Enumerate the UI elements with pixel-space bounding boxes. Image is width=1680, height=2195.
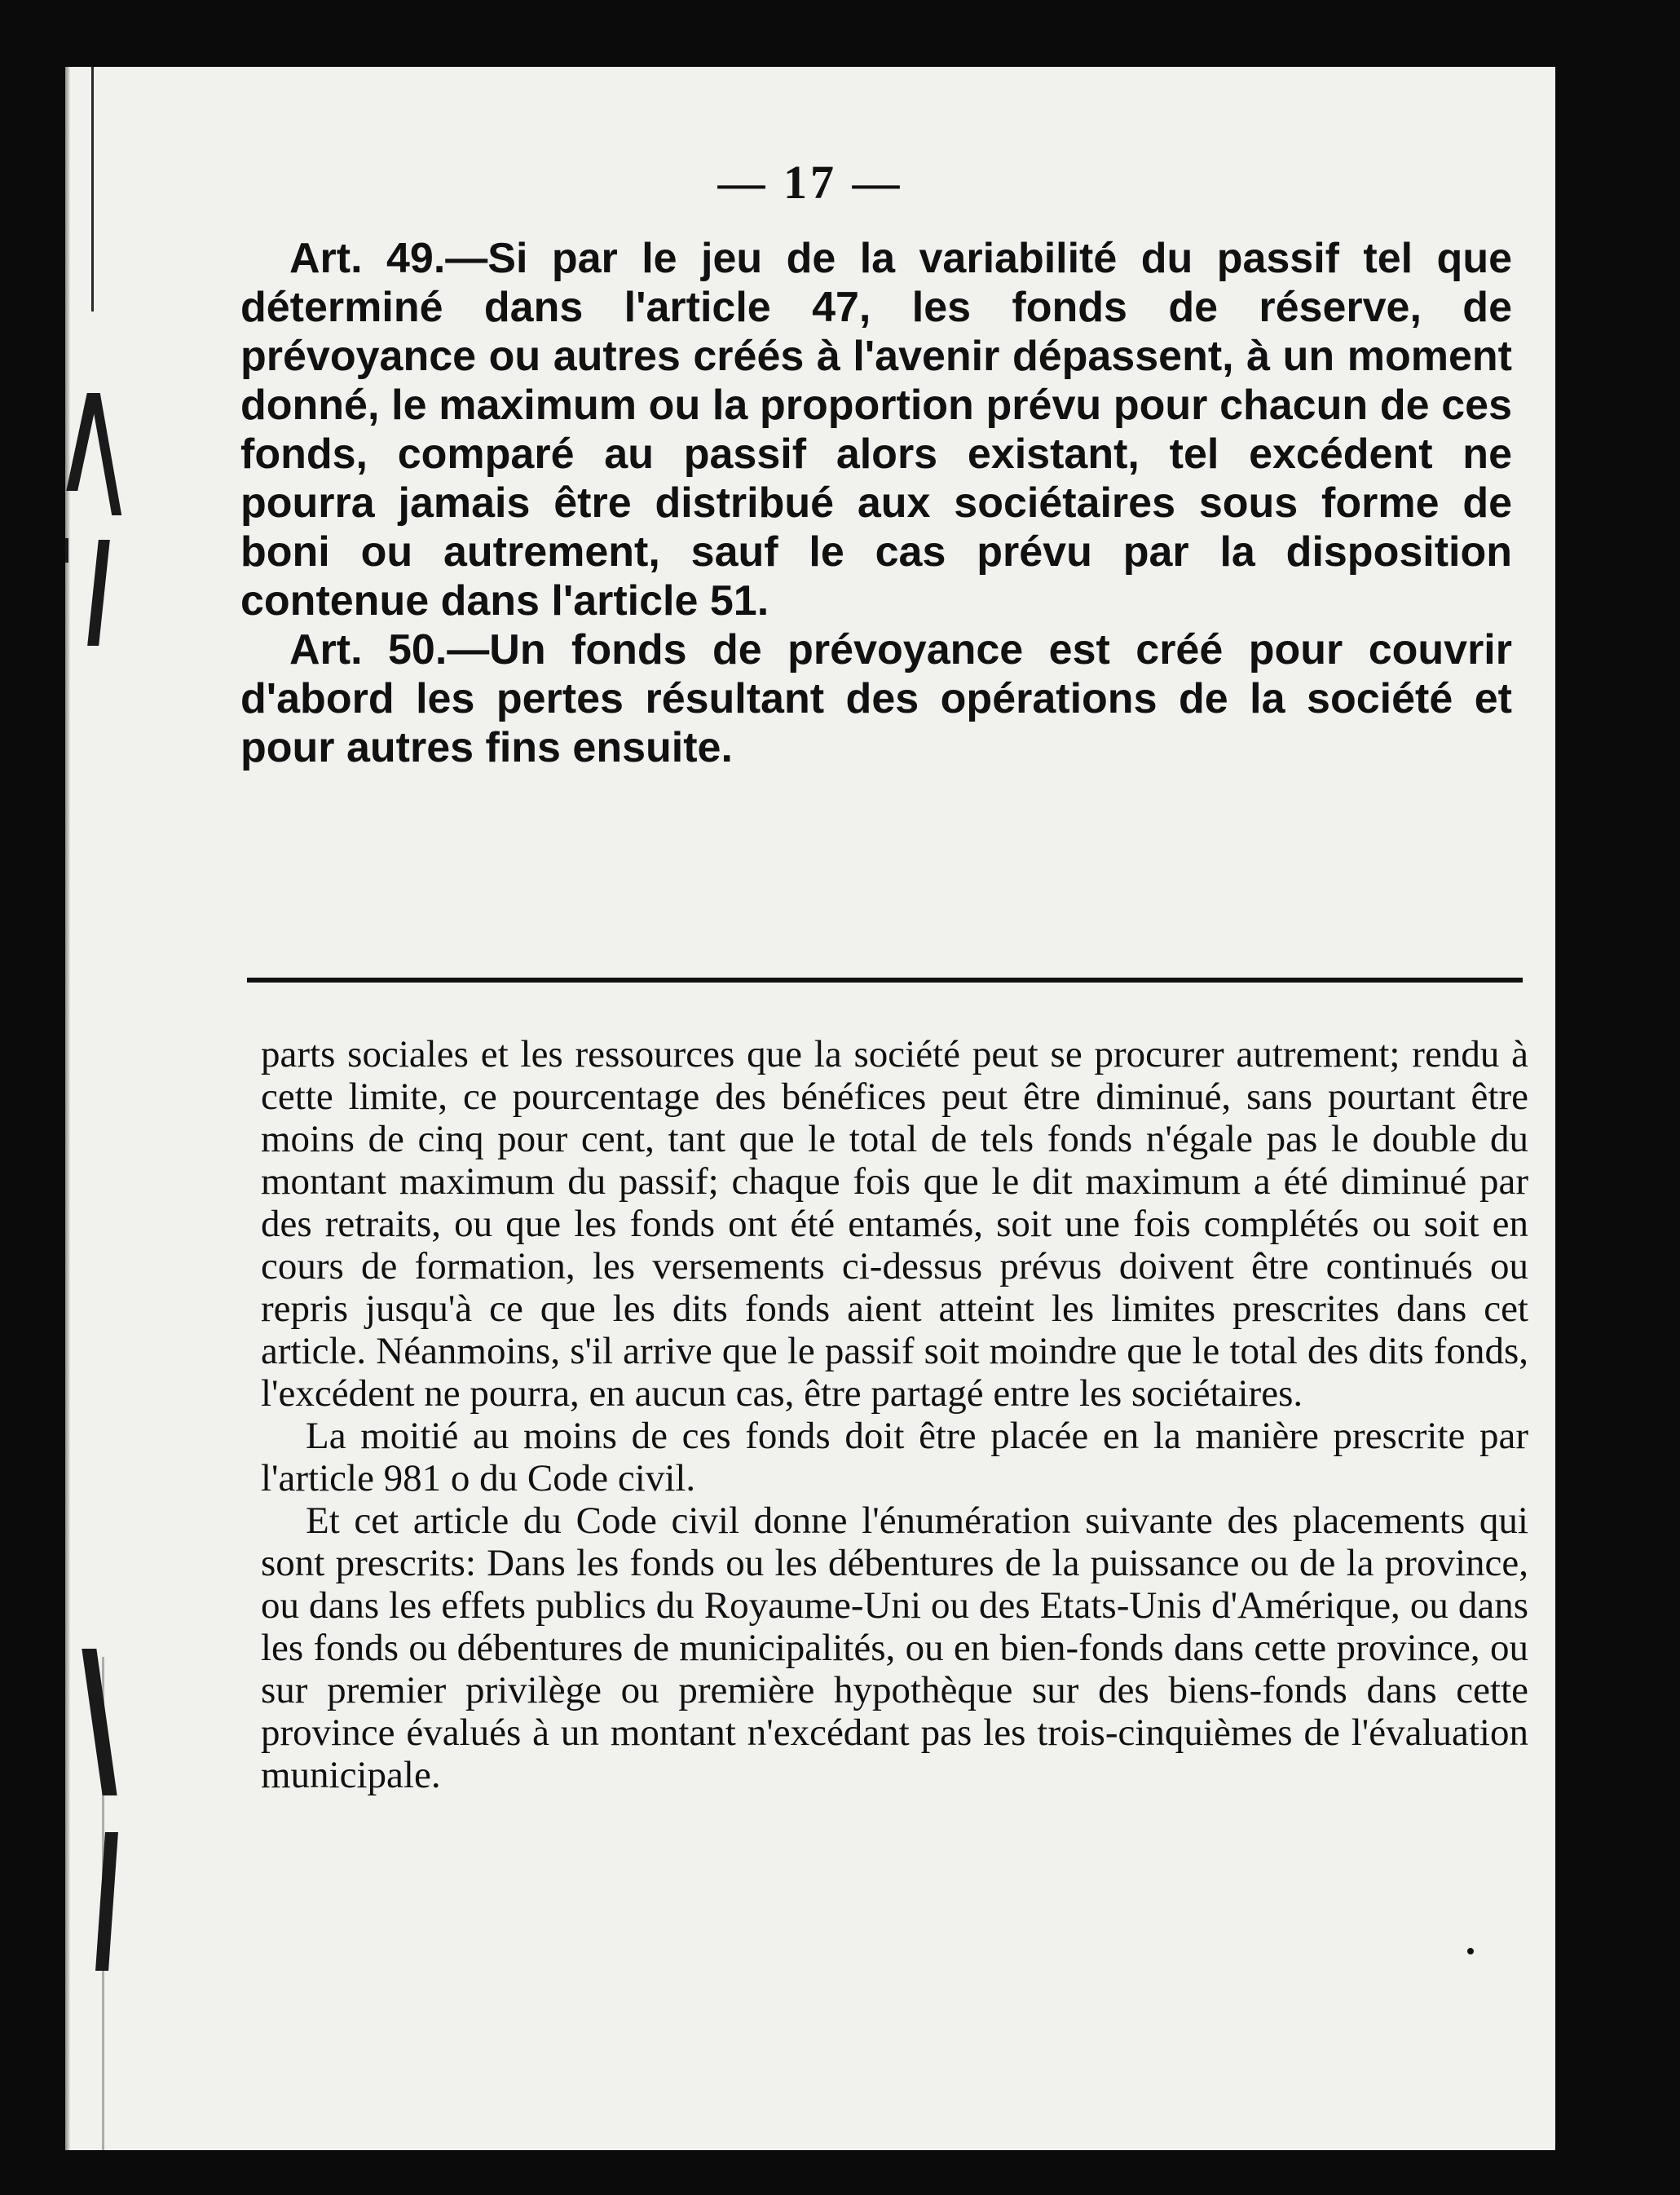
page-number: — 17 — [717, 156, 903, 209]
binding-stitch-mark [65, 538, 68, 563]
articles-section [240, 234, 1512, 772]
binding-stitch-mark [95, 1832, 118, 1971]
footnote-paragraph: parts sociales et les ressources que la société peut se procurer autrement; rendu à cette limite, ce pourcentage des bénéfices peut être diminué, sans pourtant être moins de cinq pour cent, tant que le total de tels fonds n'égale pas le double du montant maximum du passif; chaque fois que le dit maximum a été diminué par des retraits, ou que les fonds ont été entamés, soit une fois complétés ou soit en cours de formation, les versements ci-dessus prévus doivent être continués ou repris jusqu'à ce que les dits fonds aient atteint les limites prescrites dans cet article. Néanmoins, s'il arrive que le passif soit moindre que le total des dits fonds, l'excédent ne pourra, en aucun cas, être partagé entre les sociétaires. [261, 1033, 1528, 1415]
footnote-paragraph: La moitié au moins de ces fonds doit être placée en la manière prescrite par l'article 981 o du Code civil. [261, 1415, 1528, 1499]
binding-stitch-mark [82, 1649, 117, 1795]
ink-speck [1467, 1948, 1474, 1954]
binding-stitch-mark [87, 540, 110, 646]
footnote-section [261, 1033, 1528, 1796]
footnote-separator-rule [247, 978, 1523, 983]
page-fold-shadow [65, 67, 70, 2150]
footnote-paragraph: Et cet article du Code civil donne l'énumération suivante des placements qui sont prescrits: Dans les fonds ou les débentures de la puissance ou de la province, ou dans les effets publics du Royaume-Uni ou des Etats-Unis d'Amérique, ou dans les fonds ou débentures de municipalités, ou en bien-fonds dans cette province, ou sur premier privilège ou première hypothèque sur des biens-fonds dans cette province évalués à un montant n'excédant pas les trois-cinquièmes de l'évaluation municipale. [261, 1499, 1528, 1796]
book-page [65, 67, 1555, 2150]
article-50: Art. 50.—Un fonds de prévoyance est créé pour couvrir d'abord les pertes résultant des opérations de la société et pour autres fins ensuite. [240, 626, 1512, 771]
binding-stitch-mark [90, 393, 121, 515]
article-49: Art. 49.—Si par le jeu de la variabilité du passif tel que déterminé dans l'article 47, les fonds de réserve, de prévoyance ou autres créés à l'avenir dépassent, à un moment donné, le maximum ou la proportion prévu pour chacun de ces fonds, comparé au passif alors existant, tel excédent ne pourra jamais être distribué aux sociétaires sous forme de boni ou autrement, sauf le cas prévu par la disposition contenue dans l'article 51. [240, 235, 1512, 625]
